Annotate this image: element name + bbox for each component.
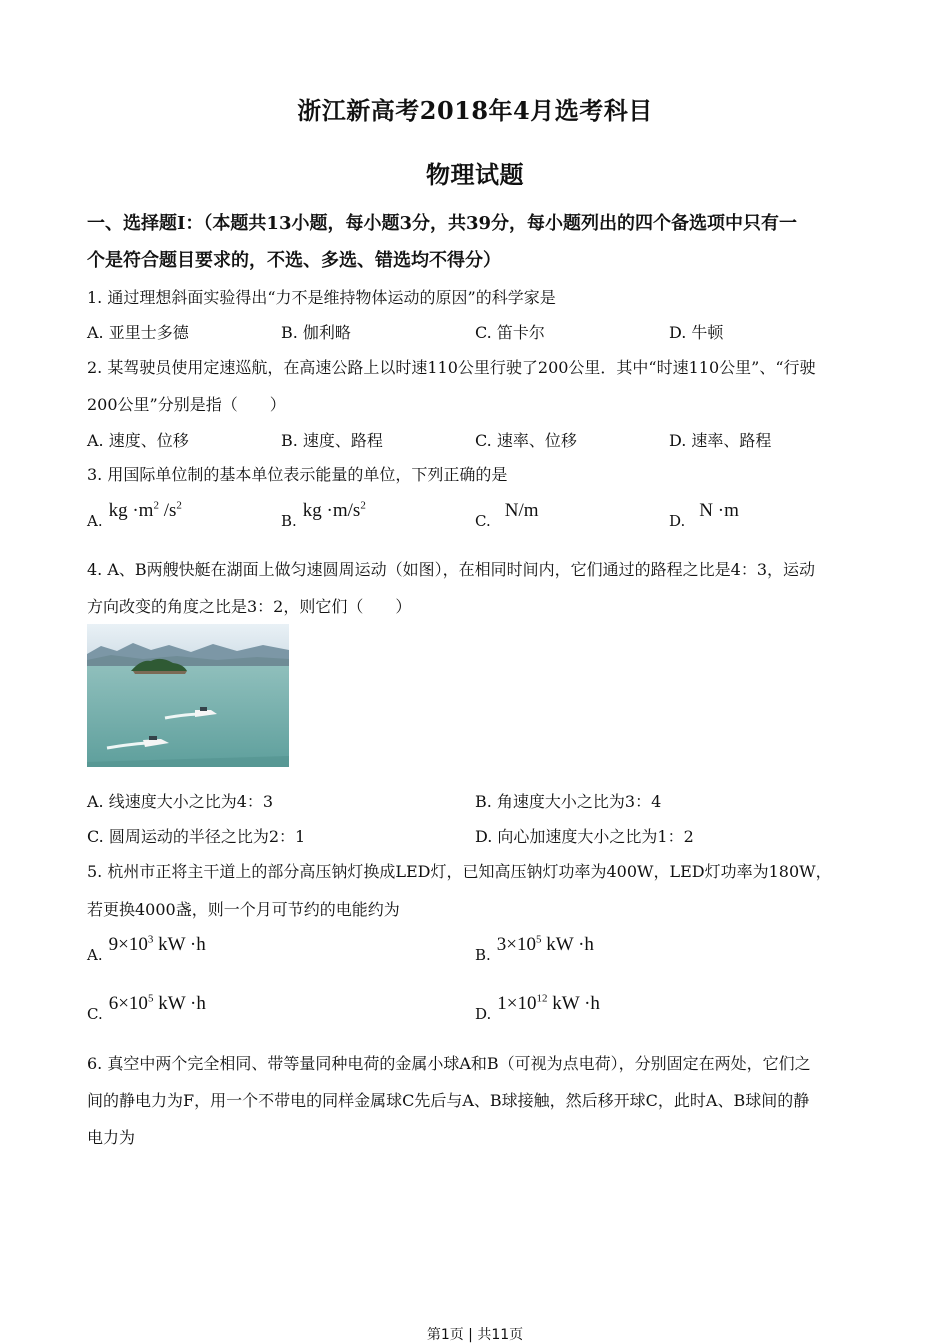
q4-stem-line2: 方向改变的角度之比是3：2，则它们（ ） bbox=[87, 597, 412, 616]
q5-option-b bbox=[475, 933, 594, 966]
q1-option-d: D. 牛顿 bbox=[669, 323, 724, 342]
q5-option-d bbox=[475, 992, 600, 1025]
q2-option-c: C. 速率、位移 bbox=[475, 431, 577, 450]
q6-stem-line2: 间的静电力为F，用一个不带电的同样金属球C先后与A、B球接触，然后移开球C，此时A、B球间的静 bbox=[87, 1091, 810, 1110]
q1-option-a: A. 亚里士多德 bbox=[87, 323, 189, 342]
q1-option-c: C. 笛卡尔 bbox=[475, 323, 545, 342]
q6-stem-line3: 电力为 bbox=[87, 1128, 136, 1147]
q5-option-c bbox=[87, 992, 206, 1025]
option-letter: A. bbox=[87, 512, 103, 530]
option-letter: B. bbox=[475, 946, 491, 964]
math-expression: $1\times 10^{12}$ kW ·h bbox=[497, 992, 600, 1014]
q2-option-d: D. 速率、路程 bbox=[669, 431, 772, 450]
lake-speedboats-photo bbox=[87, 624, 289, 767]
q5-stem-line2: 若更换4000盏，则一个月可节约的电能约为 bbox=[87, 900, 400, 919]
section-heading-line1: 一、选择题Ⅰ：（本题共13小题，每小题3分，共39分，每小题列出的四个备选项中只有一 bbox=[87, 213, 798, 234]
q2-stem-line1: 2. 某驾驶员使用定速巡航，在高速公路上以时速110公里行驶了200公里．其中“时速110公里”、“行驶 bbox=[87, 358, 816, 377]
math-expression: kg $\cdot m^2$ $/s^2$ bbox=[108, 499, 182, 521]
q3-option-c bbox=[475, 500, 539, 532]
q1-stem: 1. 通过理想斜面实验得出“力不是维持物体运动的原因”的科学家是 bbox=[87, 288, 556, 307]
q4-stem-line1: 4. A、B两艘快艇在湖面上做匀速圆周运动（如图），在相同时间内，它们通过的路程之比是4：3，运动 bbox=[87, 560, 816, 579]
math-expression: $3\times 10^5$ kW ·h bbox=[496, 933, 594, 955]
q6-stem-line1: 6. 真空中两个完全相同、带等量同种电荷的金属小球A和B（可视为点电荷），分别固定在两处，它们之 bbox=[87, 1054, 811, 1073]
q3-stem: 3. 用国际单位制的基本单位表示能量的单位，下列正确的是 bbox=[87, 465, 508, 484]
option-letter: B. bbox=[281, 512, 297, 530]
q4-option-a: A. 线速度大小之比为4：3 bbox=[87, 792, 274, 811]
page-subtitle: 物理试题 bbox=[426, 160, 524, 189]
section-heading-line2: 个是符合题目要求的，不选、多选、错选均不得分） bbox=[87, 250, 501, 271]
q2-stem-line2: 200公里”分别是指（ ） bbox=[87, 395, 286, 414]
option-letter: C. bbox=[475, 512, 491, 530]
math-expression: N/m bbox=[504, 500, 539, 521]
q2-option-b: B. 速度、路程 bbox=[281, 431, 383, 450]
q2-option-a: A. 速度、位移 bbox=[87, 431, 189, 450]
q4-option-c: C. 圆周运动的半径之比为2：1 bbox=[87, 827, 306, 846]
page-footer: 第1页 | 共11页 bbox=[426, 1327, 524, 1343]
q4-option-b: B. 角速度大小之比为3：4 bbox=[475, 792, 662, 811]
q3-option-b bbox=[281, 499, 366, 532]
option-letter: D. bbox=[669, 512, 686, 530]
math-expression: $6\times 10^5$ kW ·h bbox=[108, 992, 206, 1014]
q3-option-a bbox=[87, 499, 182, 532]
option-letter: A. bbox=[87, 946, 103, 964]
q5-stem-line1: 5. 杭州市正将主干道上的部分高压钠灯换成LED灯，已知高压钠灯功率为400W，LED灯功率为180W， bbox=[87, 862, 832, 881]
math-expression: N ·m bbox=[699, 500, 739, 521]
q5-option-a bbox=[87, 933, 206, 966]
q1-option-b: B. 伽利略 bbox=[281, 323, 351, 342]
q3-option-d bbox=[669, 500, 739, 532]
option-letter: C. bbox=[87, 1005, 103, 1023]
math-expression: $9\times 10^3$ kW ·h bbox=[108, 933, 206, 955]
option-letter: D. bbox=[475, 1005, 492, 1023]
q4-option-d: D. 向心加速度大小之比为1：2 bbox=[475, 827, 694, 846]
page-title: 浙江新高考2018年4月选考科目 bbox=[297, 96, 653, 125]
math-expression: kg $\cdot m/s^2$ bbox=[302, 499, 366, 521]
